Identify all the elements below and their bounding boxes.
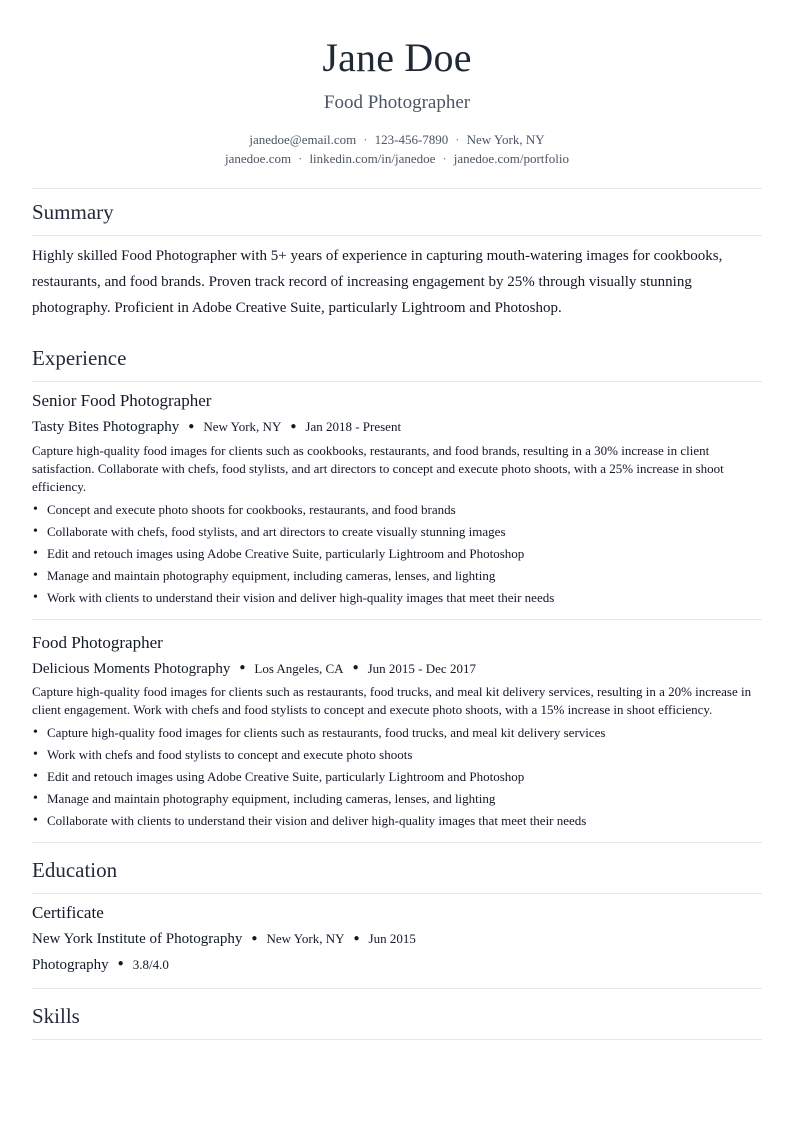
education-field: Photography bbox=[32, 956, 109, 973]
bullet-dot-icon: ● bbox=[239, 662, 246, 674]
job-role: Senior Food Photographer bbox=[32, 391, 212, 410]
summary-heading: Summary bbox=[32, 200, 114, 224]
website-link[interactable]: janedoe.com bbox=[225, 151, 292, 166]
divider bbox=[32, 988, 762, 989]
job-dates: Jun 2015 - Dec 2017 bbox=[367, 660, 476, 676]
email-link[interactable]: janedoe@email.com bbox=[249, 132, 357, 147]
job-entry bbox=[32, 390, 762, 609]
list-item: • Concept and execute photo shoots for cookbooks, restaurants, and food brands bbox=[32, 499, 762, 521]
job-bullets bbox=[32, 499, 762, 609]
contact-line-1: janedoe@email.com · 123-456-7890 · New York, NY bbox=[249, 132, 545, 147]
job-location: Los Angeles, CA bbox=[254, 660, 344, 676]
experience-heading: Experience bbox=[32, 346, 127, 370]
education-school: New York Institute of Photography bbox=[32, 931, 243, 948]
education-field-row bbox=[32, 954, 762, 977]
phone-number: 123-456-7890 bbox=[374, 132, 449, 147]
list-item: • Edit and retouch images using Adobe Creative Suite, particularly Lightroom and Photoshop bbox=[32, 766, 762, 788]
job-dates: Jan 2018 - Present bbox=[305, 419, 402, 434]
bullet-dot-icon: ● bbox=[290, 420, 297, 432]
portfolio-link[interactable]: janedoe.com/portfolio bbox=[453, 151, 569, 166]
candidate-name: Jane Doe bbox=[322, 35, 472, 80]
education-entry bbox=[32, 902, 762, 976]
job-meta bbox=[32, 416, 762, 439]
divider bbox=[32, 381, 762, 382]
list-item: • Manage and maintain photography equipment, including cameras, lenses, and lighting bbox=[32, 788, 762, 810]
job-bullets bbox=[32, 722, 762, 832]
list-item: • Work with clients to understand their vision and deliver high-quality images that meet their needs bbox=[32, 587, 762, 609]
resume-body bbox=[32, 188, 762, 1040]
education-meta bbox=[32, 928, 762, 951]
education-location: New York, NY bbox=[266, 931, 345, 947]
bullet-dot-icon: ● bbox=[188, 420, 195, 432]
skills-heading: Skills bbox=[32, 1004, 80, 1029]
job-description: Capture high-quality food images for clients such as cookbooks, restaurants, and food brands, resulting in a 30% increase in client satisfaction. Collaborate with chefs, food stylists, and art directors to concept and execute photo shoots, with a 25% increase in shoot efficiency. bbox=[32, 442, 724, 494]
job-meta bbox=[32, 658, 762, 681]
education-gpa: 3.8/4.0 bbox=[132, 956, 169, 972]
job-company: Tasty Bites Photography bbox=[32, 419, 180, 435]
candidate-title: Food Photographer bbox=[323, 92, 471, 113]
job-description: Capture high-quality food images for clients such as restaurants, food trucks, and meal kit delivery services, resulting in a 20% increase in client engagement. Work with chefs and food stylists to concept and execute photo shoots, with a 15% increase in shoot efficiency. bbox=[32, 684, 752, 718]
resume-header bbox=[0, 0, 794, 168]
bullet-dot-icon: ● bbox=[117, 958, 124, 970]
list-item: • Collaborate with clients to understand their vision and deliver high-quality images that meet their needs bbox=[32, 810, 762, 832]
job-company: Delicious Moments Photography bbox=[32, 660, 231, 677]
education-date: Jun 2015 bbox=[368, 931, 416, 947]
education-degree: Certificate bbox=[32, 903, 104, 923]
bullet-dot-icon: ● bbox=[353, 932, 360, 944]
bullet-dot-icon: ● bbox=[251, 932, 258, 944]
divider bbox=[32, 1039, 762, 1040]
job-location: New York, NY bbox=[203, 419, 282, 434]
job-role: Food Photographer bbox=[32, 632, 163, 652]
list-item: • Collaborate with chefs, food stylists, and art directors to create visually stunning images bbox=[32, 521, 762, 543]
divider bbox=[32, 619, 762, 620]
list-item: • Edit and retouch images using Adobe Creative Suite, particularly Lightroom and Photoshop bbox=[32, 543, 762, 565]
linkedin-link[interactable]: linkedin.com/in/janedoe bbox=[309, 151, 436, 166]
list-item: • Manage and maintain photography equipment, including cameras, lenses, and lighting bbox=[32, 565, 762, 587]
summary-text: Highly skilled Food Photographer with 5+ years of experience in capturing mouth-watering images for cookbooks, restaurants, and food brands. Proven track record of increasing engagement by 25% through visually stunning photography. Proficient in Adobe Creative Suite, particularly Lightroom and Photoshop. bbox=[32, 248, 723, 316]
location: New York, NY bbox=[466, 132, 545, 147]
education-heading: Education bbox=[32, 858, 118, 883]
divider bbox=[32, 235, 762, 236]
divider bbox=[32, 842, 762, 843]
bullet-dot-icon: ● bbox=[352, 662, 359, 674]
contact-line-2: janedoe.com · linkedin.com/in/janedoe · janedoe.com/portfolio bbox=[225, 151, 569, 166]
divider bbox=[32, 893, 762, 894]
list-item: • Capture high-quality food images for clients such as restaurants, food trucks, and meal kit delivery services bbox=[32, 722, 762, 744]
job-entry bbox=[32, 632, 762, 833]
list-item: • Work with chefs and food stylists to concept and execute photo shoots bbox=[32, 744, 762, 766]
